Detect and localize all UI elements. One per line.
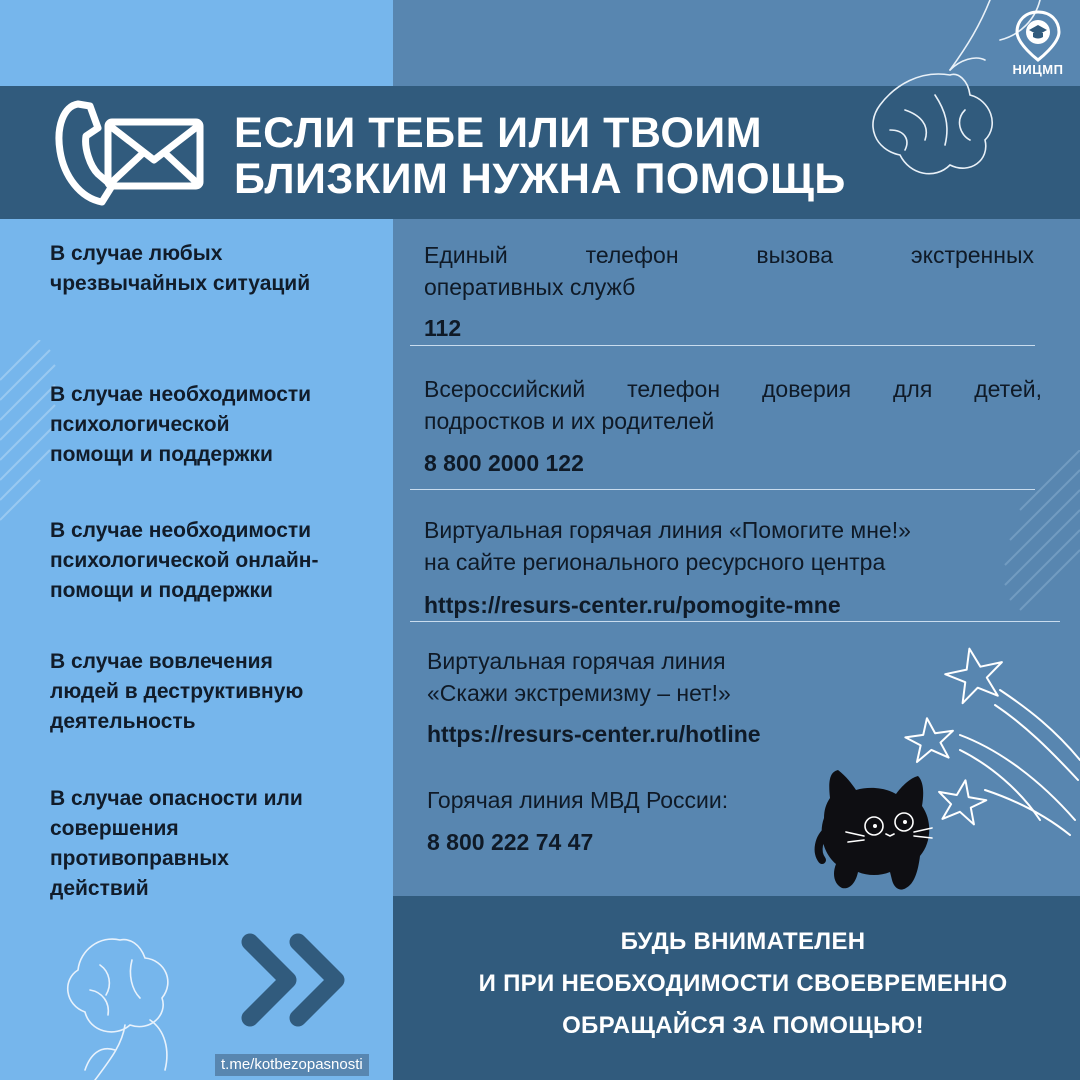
service-line: Горячая линия МВД России: <box>427 787 729 813</box>
service-description <box>424 514 1044 578</box>
service-description <box>424 405 1042 437</box>
service-line: Виртуальная горячая линия «Помогите мне!» <box>424 517 911 543</box>
situation-line: людей в деструктивную <box>50 680 304 703</box>
situation-line: В случае опасности или <box>50 787 303 810</box>
divider <box>410 489 1035 490</box>
telegram-link[interactable]: t.me/kotbezopasnosti <box>215 1054 369 1076</box>
footer-line: БУДЬ ВНИМАТЕЛЕН <box>620 928 866 955</box>
situation-line: помощи и поддержки <box>50 443 273 466</box>
situation-line: В случае любых <box>50 242 223 265</box>
divider <box>410 345 1035 346</box>
phone-envelope-icon <box>50 96 210 208</box>
situation-line: совершения <box>50 817 179 840</box>
service-description <box>424 373 1042 405</box>
situation-line: В случае необходимости <box>50 383 312 406</box>
service-line: подростков и их родителей <box>424 408 715 434</box>
situation-line: действий <box>50 877 149 900</box>
flower-illustration <box>40 920 240 1080</box>
website-link[interactable]: https://resurs-center.ru/hotline <box>427 721 761 747</box>
star-icon <box>941 643 1009 706</box>
service-description <box>427 784 827 816</box>
situation-line: чрезвычайных ситуаций <box>50 272 311 295</box>
service-description <box>424 271 1034 303</box>
logo-pin-icon <box>1000 8 1076 62</box>
situation-line: психологической <box>50 413 230 436</box>
chevron-right-icon <box>238 930 350 1030</box>
brand-logo <box>1000 8 1076 80</box>
title-line: ЕСЛИ ТЕБЕ ИЛИ ТВОИМ <box>234 109 763 157</box>
page-title <box>234 110 846 202</box>
service-line: «Скажи экстремизму – нет!» <box>427 680 731 706</box>
situation-line: противоправных <box>50 847 229 870</box>
phone-number[interactable]: 8 800 2000 122 <box>424 450 584 476</box>
star-icon <box>935 776 990 826</box>
footer-line: И ПРИ НЕОБХОДИМОСТИ СВОЕВРЕМЕННО <box>478 970 1008 997</box>
service-line: на сайте регионального ресурсного центра <box>424 549 886 575</box>
service-line: Виртуальная горячая линия <box>427 648 726 674</box>
situation-line: В случае необходимости <box>50 519 312 542</box>
situation-label <box>50 516 390 606</box>
service-line: оперативных служб <box>424 274 636 300</box>
situation-label <box>50 647 390 737</box>
divider <box>410 621 1060 622</box>
situation-label <box>50 380 390 470</box>
situation-line: помощи и поддержки <box>50 579 273 602</box>
situation-line: В случае вовлечения <box>50 650 273 673</box>
phone-number[interactable]: 8 800 222 74 47 <box>427 829 594 855</box>
situation-label <box>50 784 390 904</box>
footer-line: ОБРАЩАЙСЯ ЗА ПОМОЩЬЮ! <box>562 1012 924 1039</box>
situation-line: деятельность <box>50 710 196 733</box>
phone-number[interactable]: 112 <box>424 315 462 341</box>
service-description <box>427 645 887 709</box>
footer-message <box>393 921 1080 1047</box>
title-line: БЛИЗКИМ НУЖНА ПОМОЩЬ <box>234 155 846 203</box>
service-line: Всероссийский телефон доверия для детей, <box>424 376 1042 402</box>
logo-text: НИЦМП <box>1012 62 1064 77</box>
service-line: Единый телефон вызова экстренных <box>424 242 1034 268</box>
website-link[interactable]: https://resurs-center.ru/pomogite-mne <box>424 592 841 618</box>
star-icon <box>903 715 956 763</box>
service-description <box>424 239 1034 271</box>
situation-line: психологической онлайн- <box>50 549 319 572</box>
cat-illustration <box>810 760 940 900</box>
situation-label <box>50 239 390 299</box>
